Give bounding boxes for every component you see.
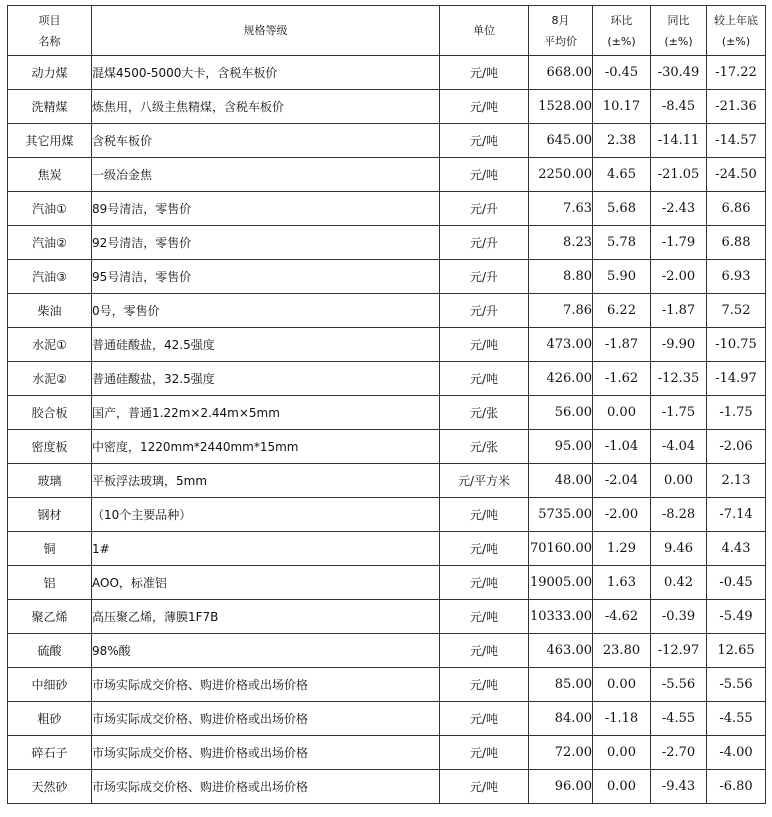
cell-price: 48.00 (529, 464, 593, 498)
cell-spec: 1# (92, 532, 440, 566)
header-yoy-line2: (±%) (664, 34, 693, 48)
cell-spec: （10个主要品种） (92, 498, 440, 532)
cell-mom: 0.00 (593, 396, 651, 430)
cell-name: 水泥① (8, 328, 92, 362)
header-yoy (651, 6, 707, 56)
cell-ytd: 12.65 (707, 634, 766, 668)
cell-name: 动力煤 (8, 56, 92, 90)
cell-yoy: -21.05 (651, 158, 707, 192)
header-ytd-line1: 较上年底 (714, 13, 758, 27)
header-price-line2: 平均价 (544, 34, 577, 48)
header-ytd-line2: (±%) (721, 34, 751, 48)
cell-yoy: -30.49 (651, 56, 707, 90)
cell-name: 汽油① (8, 192, 92, 226)
cell-yoy: 9.46 (651, 532, 707, 566)
cell-mom: 0.00 (593, 736, 651, 770)
cell-ytd: -14.97 (707, 362, 766, 396)
cell-mom: -2.04 (593, 464, 651, 498)
cell-spec: AOO，标准铝 (92, 566, 440, 600)
cell-unit: 元/升 (440, 226, 529, 260)
cell-ytd: -5.49 (707, 600, 766, 634)
cell-mom: 10.17 (593, 90, 651, 124)
cell-ytd: -4.00 (707, 736, 766, 770)
cell-mom: -1.62 (593, 362, 651, 396)
cell-ytd: -24.50 (707, 158, 766, 192)
price-table-container (7, 5, 766, 804)
cell-name: 焦炭 (8, 158, 92, 192)
cell-price: 70160.00 (529, 532, 593, 566)
cell-ytd: -7.14 (707, 498, 766, 532)
cell-name: 玻璃 (8, 464, 92, 498)
table-body (8, 56, 766, 804)
cell-price: 7.86 (529, 294, 593, 328)
cell-yoy: -8.45 (651, 90, 707, 124)
cell-spec: 普通硅酸盐，32.5强度 (92, 362, 440, 396)
cell-ytd: 6.86 (707, 192, 766, 226)
header-mom-line1: 环比 (610, 13, 633, 27)
table-row (8, 498, 766, 532)
cell-price: 7.63 (529, 192, 593, 226)
cell-unit: 元/吨 (440, 702, 529, 736)
cell-name: 铝 (8, 566, 92, 600)
cell-spec: 混煤4500-5000大卡，含税车板价 (92, 56, 440, 90)
cell-unit: 元/吨 (440, 532, 529, 566)
cell-spec: 国产，普通1.22m×2.44m×5mm (92, 396, 440, 430)
cell-name: 中细砂 (8, 668, 92, 702)
cell-mom: 23.80 (593, 634, 651, 668)
cell-spec: 平板浮法玻璃，5mm (92, 464, 440, 498)
table-row (8, 702, 766, 736)
table-row (8, 226, 766, 260)
table-row (8, 464, 766, 498)
cell-name: 柴油 (8, 294, 92, 328)
cell-price: 668.00 (529, 56, 593, 90)
cell-mom: 2.38 (593, 124, 651, 158)
cell-price: 72.00 (529, 736, 593, 770)
cell-spec: 98%酸 (92, 634, 440, 668)
table-row (8, 566, 766, 600)
cell-spec: 高压聚乙烯，薄膜1F7B (92, 600, 440, 634)
cell-price: 95.00 (529, 430, 593, 464)
cell-yoy: -12.35 (651, 362, 707, 396)
cell-yoy: -9.43 (651, 770, 707, 804)
table-row (8, 124, 766, 158)
table-row (8, 90, 766, 124)
table-row (8, 260, 766, 294)
cell-mom: -1.87 (593, 328, 651, 362)
cell-price: 96.00 (529, 770, 593, 804)
cell-ytd: -2.06 (707, 430, 766, 464)
cell-name: 水泥② (8, 362, 92, 396)
cell-ytd: 7.52 (707, 294, 766, 328)
cell-ytd: -17.22 (707, 56, 766, 90)
cell-mom: -4.62 (593, 600, 651, 634)
cell-yoy: -2.00 (651, 260, 707, 294)
cell-price: 56.00 (529, 396, 593, 430)
cell-unit: 元/张 (440, 430, 529, 464)
cell-spec: 92号清洁，零售价 (92, 226, 440, 260)
table-row (8, 362, 766, 396)
cell-name: 硫酸 (8, 634, 92, 668)
cell-unit: 元/吨 (440, 668, 529, 702)
table-row (8, 294, 766, 328)
cell-unit: 元/吨 (440, 736, 529, 770)
cell-spec: 95号清洁，零售价 (92, 260, 440, 294)
table-row (8, 668, 766, 702)
cell-unit: 元/吨 (440, 566, 529, 600)
cell-mom: 0.00 (593, 770, 651, 804)
cell-unit: 元/吨 (440, 158, 529, 192)
header-name-line2: 名称 (38, 34, 61, 48)
header-row (8, 6, 766, 56)
header-yoy-line1: 同比 (667, 13, 690, 27)
cell-yoy: -0.39 (651, 600, 707, 634)
cell-ytd: -14.57 (707, 124, 766, 158)
header-spec: 规格等级 (92, 6, 440, 56)
cell-yoy: -12.97 (651, 634, 707, 668)
cell-price: 8.80 (529, 260, 593, 294)
cell-unit: 元/吨 (440, 362, 529, 396)
header-mom (593, 6, 651, 56)
cell-unit: 元/吨 (440, 600, 529, 634)
table-row (8, 532, 766, 566)
cell-ytd: -1.75 (707, 396, 766, 430)
cell-unit: 元/平方米 (440, 464, 529, 498)
cell-ytd: -0.45 (707, 566, 766, 600)
header-unit: 单位 (440, 6, 529, 56)
cell-name: 汽油② (8, 226, 92, 260)
cell-name: 铜 (8, 532, 92, 566)
cell-unit: 元/升 (440, 260, 529, 294)
cell-yoy: -2.70 (651, 736, 707, 770)
table-row (8, 158, 766, 192)
cell-yoy: 0.00 (651, 464, 707, 498)
cell-yoy: -2.43 (651, 192, 707, 226)
cell-yoy: -1.79 (651, 226, 707, 260)
table-row (8, 430, 766, 464)
cell-spec: 89号清洁，零售价 (92, 192, 440, 226)
cell-spec: 市场实际成交价格、购进价格或出场价格 (92, 770, 440, 804)
cell-yoy: -5.56 (651, 668, 707, 702)
cell-spec: 市场实际成交价格、购进价格或出场价格 (92, 702, 440, 736)
header-ytd (707, 6, 766, 56)
cell-mom: 5.90 (593, 260, 651, 294)
cell-name: 聚乙烯 (8, 600, 92, 634)
cell-ytd: -10.75 (707, 328, 766, 362)
header-mom-line2: (±%) (607, 34, 636, 48)
cell-spec: 普通硅酸盐，42.5强度 (92, 328, 440, 362)
table-header (8, 6, 766, 56)
cell-yoy: -9.90 (651, 328, 707, 362)
cell-name: 洗精煤 (8, 90, 92, 124)
cell-mom: -1.04 (593, 430, 651, 464)
cell-mom: 5.78 (593, 226, 651, 260)
cell-name: 汽油③ (8, 260, 92, 294)
cell-mom: 5.68 (593, 192, 651, 226)
table-row (8, 56, 766, 90)
header-name (8, 6, 92, 56)
cell-price: 84.00 (529, 702, 593, 736)
cell-ytd: 6.93 (707, 260, 766, 294)
cell-price: 2250.00 (529, 158, 593, 192)
cell-price: 473.00 (529, 328, 593, 362)
cell-ytd: -6.80 (707, 770, 766, 804)
cell-spec: 中密度，1220mm*2440mm*15mm (92, 430, 440, 464)
cell-name: 密度板 (8, 430, 92, 464)
cell-mom: -2.00 (593, 498, 651, 532)
cell-spec: 含税车板价 (92, 124, 440, 158)
cell-unit: 元/张 (440, 396, 529, 430)
cell-unit: 元/吨 (440, 634, 529, 668)
cell-yoy: -1.75 (651, 396, 707, 430)
table-row (8, 328, 766, 362)
cell-unit: 元/吨 (440, 124, 529, 158)
cell-yoy: -4.55 (651, 702, 707, 736)
cell-name: 其它用煤 (8, 124, 92, 158)
cell-price: 8.23 (529, 226, 593, 260)
table-row (8, 770, 766, 804)
cell-unit: 元/吨 (440, 498, 529, 532)
price-table (7, 5, 766, 804)
cell-price: 426.00 (529, 362, 593, 396)
cell-name: 碎石子 (8, 736, 92, 770)
cell-mom: 1.63 (593, 566, 651, 600)
cell-yoy: -1.87 (651, 294, 707, 328)
cell-ytd: -4.55 (707, 702, 766, 736)
cell-price: 10333.00 (529, 600, 593, 634)
cell-mom: -0.45 (593, 56, 651, 90)
cell-unit: 元/吨 (440, 90, 529, 124)
cell-spec: 0号，零售价 (92, 294, 440, 328)
cell-price: 85.00 (529, 668, 593, 702)
cell-ytd: 2.13 (707, 464, 766, 498)
cell-unit: 元/吨 (440, 770, 529, 804)
cell-name: 粗砂 (8, 702, 92, 736)
cell-unit: 元/升 (440, 294, 529, 328)
table-row (8, 396, 766, 430)
cell-ytd: -5.56 (707, 668, 766, 702)
cell-mom: -1.18 (593, 702, 651, 736)
cell-spec: 炼焦用，八级主焦精煤，含税车板价 (92, 90, 440, 124)
cell-price: 1528.00 (529, 90, 593, 124)
table-row (8, 736, 766, 770)
table-row (8, 192, 766, 226)
cell-price: 645.00 (529, 124, 593, 158)
cell-mom: 4.65 (593, 158, 651, 192)
cell-spec: 市场实际成交价格、购进价格或出场价格 (92, 668, 440, 702)
cell-ytd: 4.43 (707, 532, 766, 566)
cell-yoy: -4.04 (651, 430, 707, 464)
cell-name: 胶合板 (8, 396, 92, 430)
header-price-line1: 8月 (551, 13, 570, 27)
header-price (529, 6, 593, 56)
cell-unit: 元/吨 (440, 56, 529, 90)
cell-name: 钢材 (8, 498, 92, 532)
cell-yoy: 0.42 (651, 566, 707, 600)
cell-unit: 元/升 (440, 192, 529, 226)
cell-price: 463.00 (529, 634, 593, 668)
cell-yoy: -14.11 (651, 124, 707, 158)
table-row (8, 600, 766, 634)
cell-spec: 市场实际成交价格、购进价格或出场价格 (92, 736, 440, 770)
cell-price: 5735.00 (529, 498, 593, 532)
cell-unit: 元/吨 (440, 328, 529, 362)
cell-ytd: -21.36 (707, 90, 766, 124)
cell-mom: 0.00 (593, 668, 651, 702)
cell-mom: 1.29 (593, 532, 651, 566)
cell-spec: 一级冶金焦 (92, 158, 440, 192)
cell-price: 19005.00 (529, 566, 593, 600)
cell-ytd: 6.88 (707, 226, 766, 260)
table-row (8, 634, 766, 668)
header-name-line1: 项目 (38, 13, 61, 27)
cell-name: 天然砂 (8, 770, 92, 804)
cell-mom: 6.22 (593, 294, 651, 328)
cell-yoy: -8.28 (651, 498, 707, 532)
